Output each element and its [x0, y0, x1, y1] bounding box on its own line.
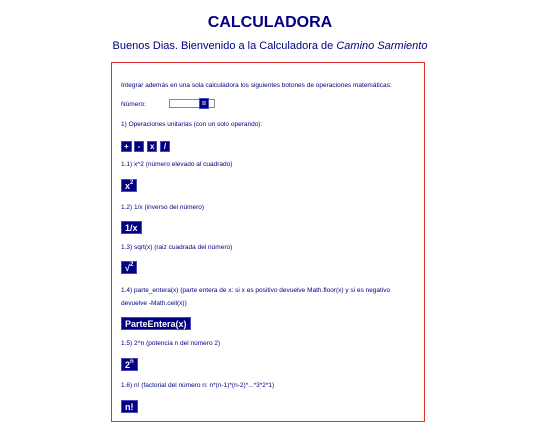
calculator-panel	[111, 62, 425, 422]
integer-part-description-line2: devuelve -Math.ceil(x))	[121, 300, 187, 307]
power-two-button-base: 2	[125, 359, 131, 370]
integer-part-description-line1: 1.4) parte_entera(x) (parte entera de x: si x es positivo devuelve Math.floor(x) y si es negativo	[121, 287, 391, 294]
sqrt-button-symbol: √	[125, 262, 130, 273]
equals-button[interactable]: =	[199, 98, 209, 109]
square-button-exponent: 2	[130, 179, 134, 186]
unary-heading: 1) Operaciones unitarias (con un solo operando):	[121, 121, 263, 128]
subtract-button[interactable]: -	[134, 141, 144, 152]
author-name: Camino Sarmiento	[336, 40, 428, 52]
square-button[interactable]	[121, 179, 137, 192]
welcome-message	[0, 40, 540, 52]
multiply-button[interactable]: x	[147, 141, 157, 152]
add-button[interactable]: +	[121, 141, 132, 152]
factorial-description: 1.6) n! (factorial del número n: n*(n-1)*(n-2)*...*3*2*1)	[121, 382, 275, 389]
greeting-text: Buenos Dias. Bienvenido a la Calculadora de	[112, 40, 334, 52]
square-button-base: x	[125, 180, 131, 191]
sqrt-button[interactable]	[121, 261, 137, 274]
factorial-button[interactable]: n!	[121, 400, 138, 413]
power-two-description: 1.5) 2^n (potencia n del número 2)	[121, 340, 221, 347]
integer-part-button[interactable]: ParteEntera(x)	[121, 317, 191, 330]
inverse-button[interactable]: 1/x	[121, 221, 142, 234]
number-label: Número:	[121, 101, 146, 108]
divide-button[interactable]: /	[160, 141, 170, 152]
sqrt-description: 1.3) sqrt(x) (raiz cuadrada del número)	[121, 244, 233, 251]
sqrt-button-index: 2	[129, 261, 134, 268]
inverse-description: 1.2) 1/x (inverso del número)	[121, 204, 205, 211]
page-title: CALCULADORA	[207, 14, 333, 31]
power-two-button-exponent: n	[130, 358, 134, 365]
intro-text: Integrar además en una sola calculadora los siguientes botones de operaciones matemáticas:	[121, 82, 392, 89]
square-description: 1.1) x^2 (número elevado al cuadrado)	[121, 161, 233, 168]
power-two-button[interactable]	[121, 358, 138, 371]
